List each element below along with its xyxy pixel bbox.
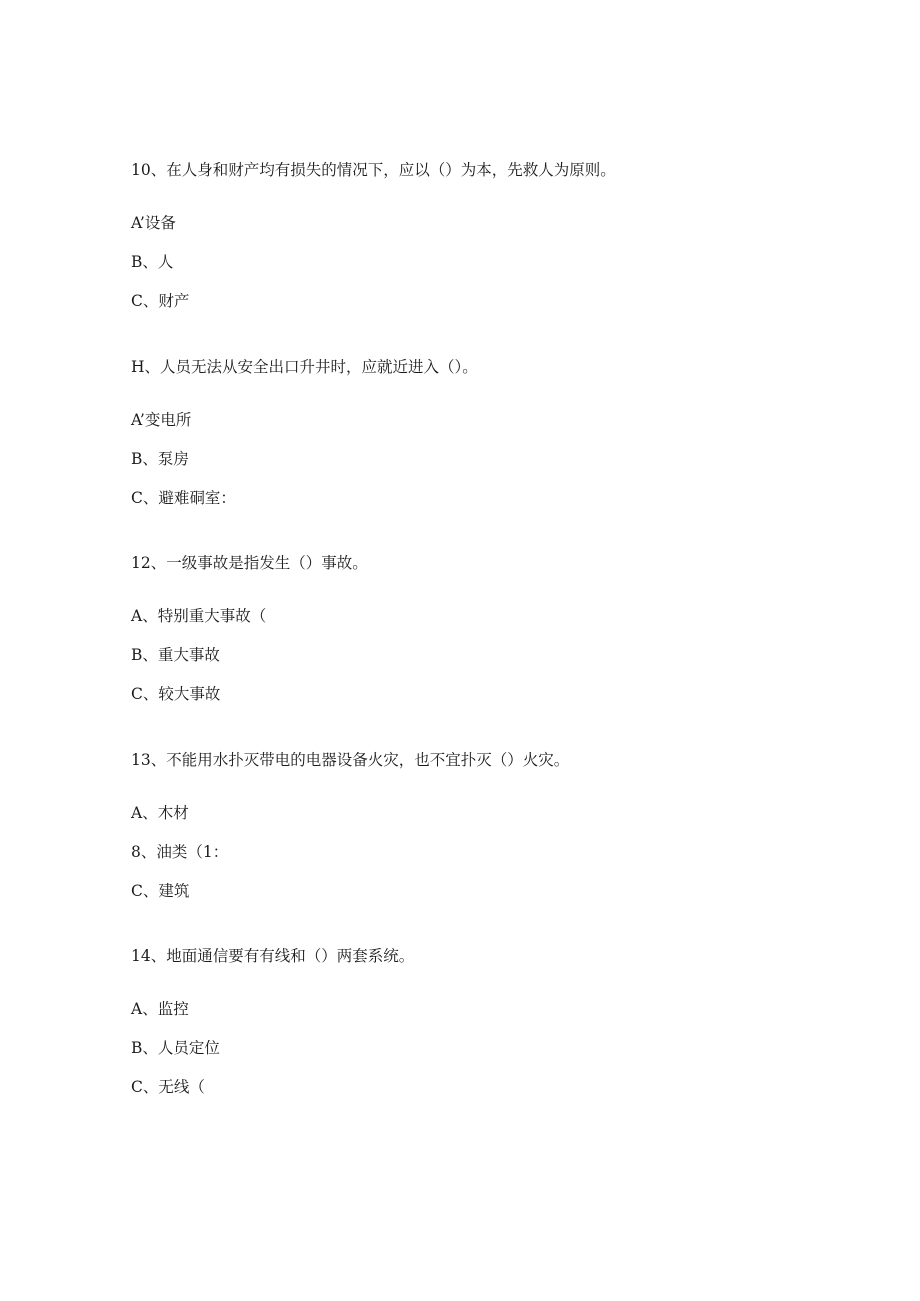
option-a: A、木材: [131, 804, 189, 822]
option-a: A、监控: [131, 1000, 189, 1018]
option-b: B、重大事故: [131, 646, 220, 664]
question-text: 12、一级事故是指发生（）事故。: [131, 554, 368, 572]
question-14: [131, 946, 851, 1097]
option-c: C、建筑: [131, 882, 190, 900]
option-b: B、人: [131, 253, 174, 271]
question-text: 13、不能用水扑灭带电的电器设备火灾，也不宜扑灭（）火灾。: [131, 751, 570, 769]
option-b: B、人员定位: [131, 1039, 220, 1057]
option-c: C、财产: [131, 292, 190, 310]
option-a: A、特别重大事故（: [131, 607, 267, 625]
option-list: [131, 410, 851, 508]
question-10: [131, 160, 851, 311]
option-list: [131, 213, 851, 311]
option-c: C、无线（: [131, 1078, 205, 1096]
question-12: [131, 553, 851, 704]
option-list: [131, 803, 851, 901]
option-c: C、避难硐室：: [131, 489, 236, 507]
question-text: 10、在人身和财产均有损失的情况下，应以（）为本，先救人为原则。: [131, 161, 616, 179]
option-a: A’变电所: [131, 411, 192, 429]
option-b: B、泵房: [131, 450, 189, 468]
question-11: [131, 357, 851, 508]
option-b: 8、油类（1：: [131, 843, 229, 861]
option-a: A’设备: [131, 214, 176, 232]
option-list: [131, 999, 851, 1097]
question-text: 14、地面通信要有有线和（）两套系统。: [131, 947, 415, 965]
option-list: [131, 606, 851, 704]
option-c: C、较大事故: [131, 685, 221, 703]
question-13: [131, 750, 851, 901]
question-text: H、人员无法从安全出口升井时，应就近进入（）。: [131, 358, 478, 376]
